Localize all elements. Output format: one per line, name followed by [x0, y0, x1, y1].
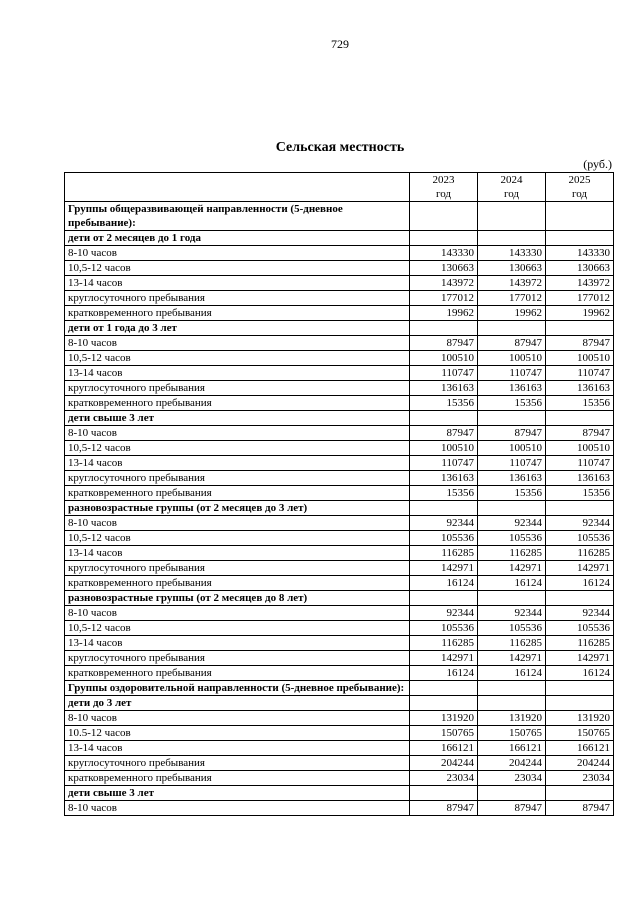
table-row — [65, 771, 614, 786]
value-cell: 105536 — [410, 621, 478, 636]
value-cell: 204244 — [546, 756, 614, 771]
empty-cell — [478, 786, 546, 801]
table-row — [65, 666, 614, 681]
table-row — [65, 726, 614, 741]
category-label: разновозрастные группы (от 2 месяцев до 8 лет) — [65, 591, 410, 606]
row-label: кратковременного пребывания — [65, 486, 410, 501]
value-cell: 87947 — [410, 336, 478, 351]
value-cell: 166121 — [410, 741, 478, 756]
category-row — [65, 786, 614, 801]
table-row — [65, 426, 614, 441]
table-header-row — [65, 173, 614, 202]
table-row — [65, 261, 614, 276]
value-cell: 143972 — [546, 276, 614, 291]
header-year-value: 2024 — [500, 174, 523, 186]
row-label: 10,5-12 часов — [65, 621, 410, 636]
value-cell: 177012 — [478, 291, 546, 306]
table-row — [65, 576, 614, 591]
value-cell: 150765 — [410, 726, 478, 741]
empty-cell — [546, 231, 614, 246]
category-row — [65, 591, 614, 606]
row-label: 8-10 часов — [65, 801, 410, 816]
category-label: разновозрастные группы (от 2 месяцев до 3 лет) — [65, 501, 410, 516]
row-label: 13-14 часов — [65, 366, 410, 381]
value-cell: 116285 — [546, 636, 614, 651]
value-cell: 100510 — [410, 441, 478, 456]
row-label: круглосуточного пребывания — [65, 561, 410, 576]
value-cell: 16124 — [478, 576, 546, 591]
row-label: 10,5-12 часов — [65, 441, 410, 456]
row-label: 13-14 часов — [65, 741, 410, 756]
value-cell: 15356 — [478, 396, 546, 411]
table-row — [65, 621, 614, 636]
header-year-value: 2025 — [568, 174, 591, 186]
row-label: 13-14 часов — [65, 636, 410, 651]
value-cell: 87947 — [546, 801, 614, 816]
value-cell: 15356 — [546, 486, 614, 501]
table-row — [65, 531, 614, 546]
value-cell: 19962 — [478, 306, 546, 321]
value-cell: 23034 — [410, 771, 478, 786]
category-label: дети свыше 3 лет — [65, 411, 410, 426]
row-label: кратковременного пребывания — [65, 576, 410, 591]
value-cell: 92344 — [478, 606, 546, 621]
value-cell: 110747 — [546, 366, 614, 381]
empty-cell — [478, 231, 546, 246]
value-cell: 15356 — [546, 396, 614, 411]
empty-cell — [478, 321, 546, 336]
table-row — [65, 711, 614, 726]
category-label: Группы оздоровительной направленности (5-дневное пребывание): — [65, 681, 410, 696]
value-cell: 92344 — [410, 606, 478, 621]
empty-cell — [410, 786, 478, 801]
tariff-table — [64, 172, 614, 816]
category-row — [65, 231, 614, 246]
empty-cell — [546, 501, 614, 516]
table-body — [65, 202, 614, 816]
empty-cell — [410, 231, 478, 246]
value-cell: 150765 — [546, 726, 614, 741]
value-cell: 116285 — [546, 546, 614, 561]
table-row — [65, 516, 614, 531]
value-cell: 15356 — [410, 396, 478, 411]
table-row — [65, 351, 614, 366]
empty-cell — [546, 696, 614, 711]
value-cell: 136163 — [478, 381, 546, 396]
empty-cell — [410, 501, 478, 516]
header-year-suffix: год — [571, 188, 588, 200]
value-cell: 136163 — [546, 471, 614, 486]
table-row — [65, 246, 614, 261]
empty-cell — [410, 321, 478, 336]
value-cell: 87947 — [546, 426, 614, 441]
value-cell: 110747 — [546, 456, 614, 471]
value-cell: 105536 — [410, 531, 478, 546]
value-cell: 131920 — [546, 711, 614, 726]
row-label: 10,5-12 часов — [65, 351, 410, 366]
row-label: 13-14 часов — [65, 546, 410, 561]
value-cell: 131920 — [478, 711, 546, 726]
empty-cell — [410, 411, 478, 426]
row-label: круглосуточного пребывания — [65, 651, 410, 666]
value-cell: 19962 — [546, 306, 614, 321]
value-cell: 100510 — [546, 441, 614, 456]
row-label: 8-10 часов — [65, 711, 410, 726]
category-row — [65, 696, 614, 711]
table-row — [65, 606, 614, 621]
value-cell: 16124 — [410, 576, 478, 591]
value-cell: 116285 — [478, 546, 546, 561]
value-cell: 92344 — [478, 516, 546, 531]
value-cell: 16124 — [546, 576, 614, 591]
value-cell: 110747 — [478, 366, 546, 381]
table-row — [65, 336, 614, 351]
value-cell: 130663 — [410, 261, 478, 276]
table-row — [65, 396, 614, 411]
header-year-2023 — [410, 173, 478, 202]
category-row — [65, 321, 614, 336]
table-row — [65, 276, 614, 291]
value-cell: 16124 — [478, 666, 546, 681]
table-row — [65, 801, 614, 816]
table-row — [65, 486, 614, 501]
row-label: 10,5-12 часов — [65, 531, 410, 546]
empty-cell — [478, 202, 546, 231]
value-cell: 136163 — [410, 381, 478, 396]
value-cell: 87947 — [478, 336, 546, 351]
empty-cell — [546, 202, 614, 231]
value-cell: 15356 — [410, 486, 478, 501]
category-label: дети от 2 месяцев до 1 года — [65, 231, 410, 246]
value-cell: 16124 — [410, 666, 478, 681]
value-cell: 177012 — [546, 291, 614, 306]
value-cell: 110747 — [410, 456, 478, 471]
row-label: 8-10 часов — [65, 246, 410, 261]
value-cell: 105536 — [478, 621, 546, 636]
value-cell: 143330 — [546, 246, 614, 261]
value-cell: 130663 — [478, 261, 546, 276]
value-cell: 136163 — [478, 471, 546, 486]
empty-cell — [410, 696, 478, 711]
row-label: круглосуточного пребывания — [65, 291, 410, 306]
row-label: круглосуточного пребывания — [65, 381, 410, 396]
value-cell: 105536 — [546, 621, 614, 636]
value-cell: 116285 — [478, 636, 546, 651]
value-cell: 143330 — [478, 246, 546, 261]
value-cell: 110747 — [478, 456, 546, 471]
value-cell: 166121 — [546, 741, 614, 756]
empty-cell — [546, 411, 614, 426]
empty-cell — [478, 591, 546, 606]
row-label: круглосуточного пребывания — [65, 756, 410, 771]
value-cell: 143972 — [478, 276, 546, 291]
unit-note: (руб.) — [583, 157, 612, 171]
header-year-suffix: год — [435, 188, 452, 200]
row-label: кратковременного пребывания — [65, 306, 410, 321]
page-number: 729 — [331, 37, 349, 51]
value-cell: 92344 — [546, 516, 614, 531]
empty-cell — [478, 696, 546, 711]
empty-cell — [546, 681, 614, 696]
value-cell: 116285 — [410, 546, 478, 561]
header-year-suffix: год — [503, 188, 520, 200]
row-label: круглосуточного пребывания — [65, 471, 410, 486]
row-label: 8-10 часов — [65, 606, 410, 621]
value-cell: 142971 — [546, 651, 614, 666]
empty-cell — [478, 411, 546, 426]
category-row — [65, 411, 614, 426]
value-cell: 204244 — [478, 756, 546, 771]
value-cell: 100510 — [410, 351, 478, 366]
header-year-2025 — [546, 173, 614, 202]
value-cell: 136163 — [410, 471, 478, 486]
row-label: 8-10 часов — [65, 336, 410, 351]
empty-cell — [410, 591, 478, 606]
table-row — [65, 471, 614, 486]
value-cell: 110747 — [410, 366, 478, 381]
value-cell: 116285 — [410, 636, 478, 651]
value-cell: 105536 — [546, 531, 614, 546]
value-cell: 87947 — [546, 336, 614, 351]
value-cell: 87947 — [478, 426, 546, 441]
empty-cell — [410, 202, 478, 231]
empty-cell — [546, 321, 614, 336]
value-cell: 100510 — [478, 351, 546, 366]
header-label-cell — [65, 173, 410, 202]
table-row — [65, 756, 614, 771]
value-cell: 105536 — [478, 531, 546, 546]
table-row — [65, 456, 614, 471]
value-cell: 204244 — [410, 756, 478, 771]
row-label: 8-10 часов — [65, 426, 410, 441]
value-cell: 16124 — [546, 666, 614, 681]
row-label: кратковременного пребывания — [65, 771, 410, 786]
value-cell: 142971 — [546, 561, 614, 576]
category-row — [65, 681, 614, 696]
table-row — [65, 291, 614, 306]
value-cell: 177012 — [410, 291, 478, 306]
value-cell: 150765 — [478, 726, 546, 741]
value-cell: 130663 — [546, 261, 614, 276]
value-cell: 23034 — [546, 771, 614, 786]
row-label: 8-10 часов — [65, 516, 410, 531]
value-cell: 19962 — [410, 306, 478, 321]
value-cell: 100510 — [546, 351, 614, 366]
row-label: 13-14 часов — [65, 456, 410, 471]
category-label: Группы общеразвивающей направленности (5-дневное пребывание): — [65, 202, 410, 231]
empty-cell — [410, 681, 478, 696]
row-label: кратковременного пребывания — [65, 666, 410, 681]
empty-cell — [478, 681, 546, 696]
table-row — [65, 441, 614, 456]
value-cell: 166121 — [478, 741, 546, 756]
table-row — [65, 366, 614, 381]
value-cell: 136163 — [546, 381, 614, 396]
value-cell: 92344 — [546, 606, 614, 621]
value-cell: 142971 — [478, 651, 546, 666]
header-year-value: 2023 — [432, 174, 455, 186]
empty-cell — [546, 786, 614, 801]
row-label: 10,5-12 часов — [65, 261, 410, 276]
row-label: 13-14 часов — [65, 276, 410, 291]
empty-cell — [478, 501, 546, 516]
value-cell: 87947 — [478, 801, 546, 816]
value-cell: 131920 — [410, 711, 478, 726]
empty-cell — [546, 591, 614, 606]
table-row — [65, 651, 614, 666]
table-row — [65, 561, 614, 576]
category-label: дети от 1 года до 3 лет — [65, 321, 410, 336]
category-row — [65, 501, 614, 516]
value-cell: 142971 — [410, 561, 478, 576]
table-row — [65, 546, 614, 561]
header-year-2024 — [478, 173, 546, 202]
row-label: кратковременного пребывания — [65, 396, 410, 411]
category-label: дети свыше 3 лет — [65, 786, 410, 801]
value-cell: 143972 — [410, 276, 478, 291]
table-row — [65, 741, 614, 756]
value-cell: 100510 — [478, 441, 546, 456]
table-row — [65, 636, 614, 651]
category-label: дети до 3 лет — [65, 696, 410, 711]
table-row — [65, 381, 614, 396]
category-row — [65, 202, 614, 231]
value-cell: 15356 — [478, 486, 546, 501]
row-label: 10.5-12 часов — [65, 726, 410, 741]
value-cell: 143330 — [410, 246, 478, 261]
value-cell: 92344 — [410, 516, 478, 531]
table-row — [65, 306, 614, 321]
value-cell: 23034 — [478, 771, 546, 786]
value-cell: 142971 — [478, 561, 546, 576]
value-cell: 87947 — [410, 426, 478, 441]
value-cell: 142971 — [410, 651, 478, 666]
page-title: Сельская местность — [275, 140, 405, 155]
value-cell: 87947 — [410, 801, 478, 816]
